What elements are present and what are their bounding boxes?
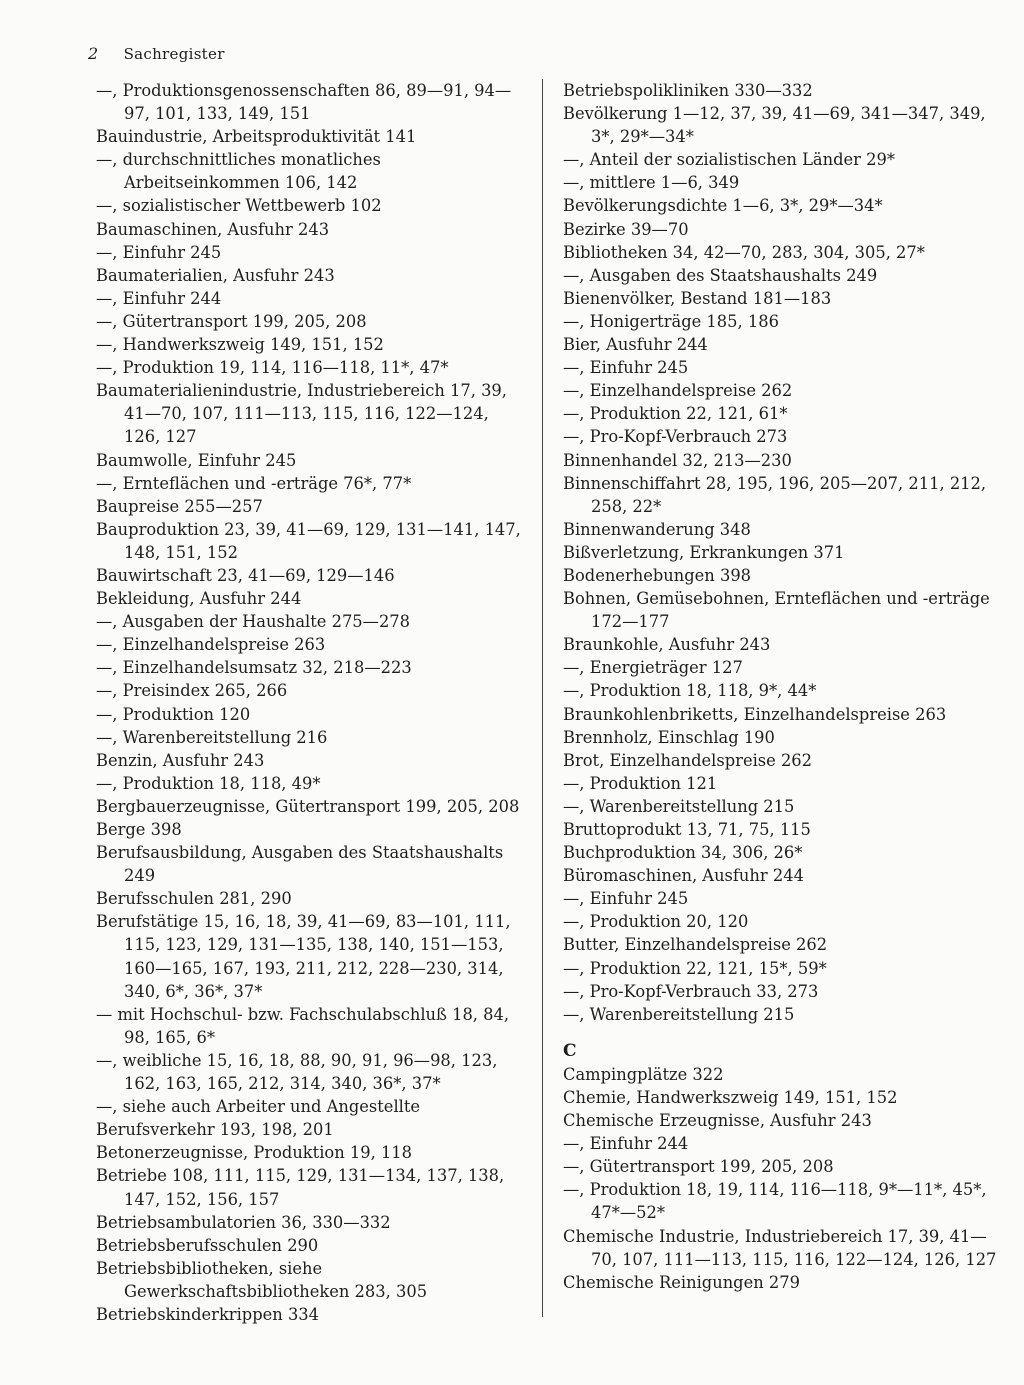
index-entry: Baupreise 255—257 xyxy=(96,496,263,516)
index-entry: —, Produktion 18, 118, 49* xyxy=(96,773,321,793)
index-entry: Bezirke 39—70 xyxy=(563,219,689,239)
index-entry: Bienenvölker, Bestand 181—183 xyxy=(563,288,832,308)
index-entry: —, Ausgaben des Staatshaushalts 249 xyxy=(563,265,878,285)
index-entry: Berufsverkehr 193, 198, 201 xyxy=(96,1120,334,1140)
index-entry: —, Ernteflächen und -erträge 76*, 77* xyxy=(96,473,412,493)
index-entry: — mit Hochschul- bzw. Fachschulabschluß 18, 84, 98, 165, 6* xyxy=(96,1004,510,1047)
index-entry: —, Warenbereitstellung 215 xyxy=(563,1004,795,1024)
index-entry: —, Produktion 19, 114, 116—118, 11*, 47* xyxy=(96,358,449,378)
index-entry: Campingplätze 322 xyxy=(563,1064,724,1084)
index-entry: Bevölkerungsdichte 1—6, 3*, 29*—34* xyxy=(563,196,883,216)
index-entry: Betriebsbibliotheken, siehe Gewerkschaftsbibliotheken 283, 305 xyxy=(96,1258,428,1301)
index-entry: —, Produktion 18, 118, 9*, 44* xyxy=(563,681,817,701)
index-entry: —, Preisindex 265, 266 xyxy=(96,681,288,701)
index-entry: Brennholz, Einschlag 190 xyxy=(563,727,775,747)
index-entry: Bodenerhebungen 398 xyxy=(563,565,752,585)
index-entry: —, sozialistischer Wettbewerb 102 xyxy=(96,196,382,216)
index-entry: —, Produktion 18, 19, 114, 116—118, 9*—11*, 45*, 47*—52* xyxy=(563,1180,987,1223)
section-letter: C xyxy=(563,1040,577,1061)
index-entry: —, weibliche 15, 16, 18, 88, 90, 91, 96—98, 123, 162, 163, 165, 212, 314, 340, 36*, 37* xyxy=(96,1050,498,1094)
index-entry: —, mittlere 1—6, 349 xyxy=(563,173,740,193)
index-entry: —, Einfuhr 244 xyxy=(96,288,222,308)
index-entry: —, Produktion 20, 120 xyxy=(563,912,749,932)
index-entry: Betriebsambulatorien 36, 330—332 xyxy=(96,1212,391,1232)
index-entry: —, Energieträger 127 xyxy=(563,658,743,678)
index-entry: Benzin, Ausfuhr 243 xyxy=(96,750,265,770)
index-entry: Chemie, Handwerkszweig 149, 151, 152 xyxy=(563,1087,898,1107)
index-entry: Bauproduktion 23, 39, 41—69, 129, 131—141, 147, 148, 151, 152 xyxy=(96,519,521,562)
index-entry: Baumaterialienindustrie, Industriebereich 17, 39, 41—70, 107, 111—113, 115, 116, 122—124, 126, 127 xyxy=(96,381,507,447)
index-entry: Baumaschinen, Ausfuhr 243 xyxy=(96,219,330,239)
index-entry: —, Produktion 22, 121, 15*, 59* xyxy=(563,958,827,978)
index-entry: Betonerzeugnisse, Produktion 19, 118 xyxy=(96,1143,413,1163)
index-entry: Butter, Einzelhandelspreise 262 xyxy=(563,935,828,955)
index-column-right xyxy=(563,79,998,1294)
index-entry: —, durchschnittliches monatliches Arbeitseinkommen 106, 142 xyxy=(96,150,381,193)
index-entry: —, Produktion 22, 121, 61* xyxy=(563,404,788,424)
index-entry: Brot, Einzelhandelspreise 262 xyxy=(563,750,813,770)
index-entry: Betriebskinderkrippen 334 xyxy=(96,1304,320,1324)
page-number: 2 xyxy=(88,44,99,63)
index-entry: Braunkohlenbriketts, Einzelhandelspreise 263 xyxy=(563,704,947,724)
index-entry: —, Produktionsgenossenschaften 86, 89—91, 94—97, 101, 133, 149, 151 xyxy=(96,81,512,124)
index-entry: —, Einzelhandelspreise 263 xyxy=(96,635,326,655)
index-entry: Baumwolle, Einfuhr 245 xyxy=(96,450,297,470)
index-entry: —, Gütertransport 199, 205, 208 xyxy=(563,1157,834,1177)
index-entry: —, Pro-Kopf-Verbrauch 33, 273 xyxy=(563,981,819,1001)
index-entry: Bißverletzung, Erkrankungen 371 xyxy=(563,542,845,562)
index-entry: —, Einfuhr 245 xyxy=(563,358,689,378)
index-entry: Braunkohle, Ausfuhr 243 xyxy=(563,635,771,655)
index-entry: Bier, Ausfuhr 244 xyxy=(563,335,708,355)
index-entry: —, Honigerträge 185, 186 xyxy=(563,311,779,331)
index-entry: Bauwirtschaft 23, 41—69, 129—146 xyxy=(96,565,395,585)
index-entry: —, Einfuhr 244 xyxy=(563,1134,689,1154)
index-entry: Buchproduktion 34, 306, 26* xyxy=(563,843,803,863)
index-entry: —, Warenbereitstellung 216 xyxy=(96,727,328,747)
page-header xyxy=(88,44,225,63)
index-entry: Bohnen, Gemüsebohnen, Ernteflächen und -erträge 172—177 xyxy=(563,589,990,632)
index-entry: —, Einfuhr 245 xyxy=(96,242,222,262)
index-entry: Chemische Reinigungen 279 xyxy=(563,1272,800,1292)
index-entry: Bekleidung, Ausfuhr 244 xyxy=(96,589,302,609)
column-divider xyxy=(542,79,543,1317)
index-entry: —, Warenbereitstellung 215 xyxy=(563,796,795,816)
index-entry: Büromaschinen, Ausfuhr 244 xyxy=(563,866,804,886)
index-entry: Betriebspolikliniken 330—332 xyxy=(563,81,813,100)
index-column-left xyxy=(96,79,526,1326)
index-entry: Berufstätige 15, 16, 18, 39, 41—69, 83—101, 111, 115, 123, 129, 131—135, 138, 140, 151—153, 160—165, 167, 193, 211, 212, 228—230, 314, 340, 6*, 36*, 37* xyxy=(96,912,511,1001)
index-entry: Betriebsberufsschulen 290 xyxy=(96,1235,319,1255)
index-entry: Berge 398 xyxy=(96,820,182,839)
index-entry: Binnenwanderung 348 xyxy=(563,519,751,539)
index-entry: —, Pro-Kopf-Verbrauch 273 xyxy=(563,427,788,447)
index-entry: —, siehe auch Arbeiter und Angestellte xyxy=(96,1097,421,1117)
index-entry: Chemische Industrie, Industriebereich 17, 39, 41—70, 107, 111—113, 115, 116, 122—124, 126, 127 xyxy=(563,1226,997,1269)
index-entry: Bevölkerung 1—12, 37, 39, 41—69, 341—347, 349, 3*, 29*—34* xyxy=(563,104,986,147)
index-entry: Bruttoprodukt 13, 71, 75, 115 xyxy=(563,820,811,839)
index-entry: Bauindustrie, Arbeitsproduktivität 141 xyxy=(96,127,417,147)
index-entry: —, Produktion 121 xyxy=(563,773,718,793)
index-entry: Betriebe 108, 111, 115, 129, 131—134, 137, 138, 147, 152, 156, 157 xyxy=(96,1166,505,1209)
index-entry: Binnenschiffahrt 28, 195, 196, 205—207, 211, 212, 258, 22* xyxy=(563,473,987,516)
index-entry: Baumaterialien, Ausfuhr 243 xyxy=(96,265,335,285)
index-entry: Binnenhandel 32, 213—230 xyxy=(563,450,792,470)
index-entry: —, Einzelhandelspreise 262 xyxy=(563,381,793,401)
index-entry: Bibliotheken 34, 42—70, 283, 304, 305, 27* xyxy=(563,242,925,262)
index-entry: —, Einzelhandelsumsatz 32, 218—223 xyxy=(96,658,412,678)
index-entry: Chemische Erzeugnisse, Ausfuhr 243 xyxy=(563,1111,872,1131)
index-entry: —, Gütertransport 199, 205, 208 xyxy=(96,311,367,331)
index-entry: Bergbauerzeugnisse, Gütertransport 199, 205, 208 xyxy=(96,796,520,816)
index-entry: —, Ausgaben der Haushalte 275—278 xyxy=(96,612,411,632)
index-entry: Berufsschulen 281, 290 xyxy=(96,889,292,909)
index-entry: Berufsausbildung, Ausgaben des Staatshaushalts 249 xyxy=(96,843,504,886)
page-title: Sachregister xyxy=(123,45,225,63)
index-entry: —, Produktion 120 xyxy=(96,704,251,724)
index-entry: —, Einfuhr 245 xyxy=(563,889,689,909)
index-entry: —, Handwerkszweig 149, 151, 152 xyxy=(96,335,384,355)
index-entry: —, Anteil der sozialistischen Länder 29* xyxy=(563,150,895,170)
